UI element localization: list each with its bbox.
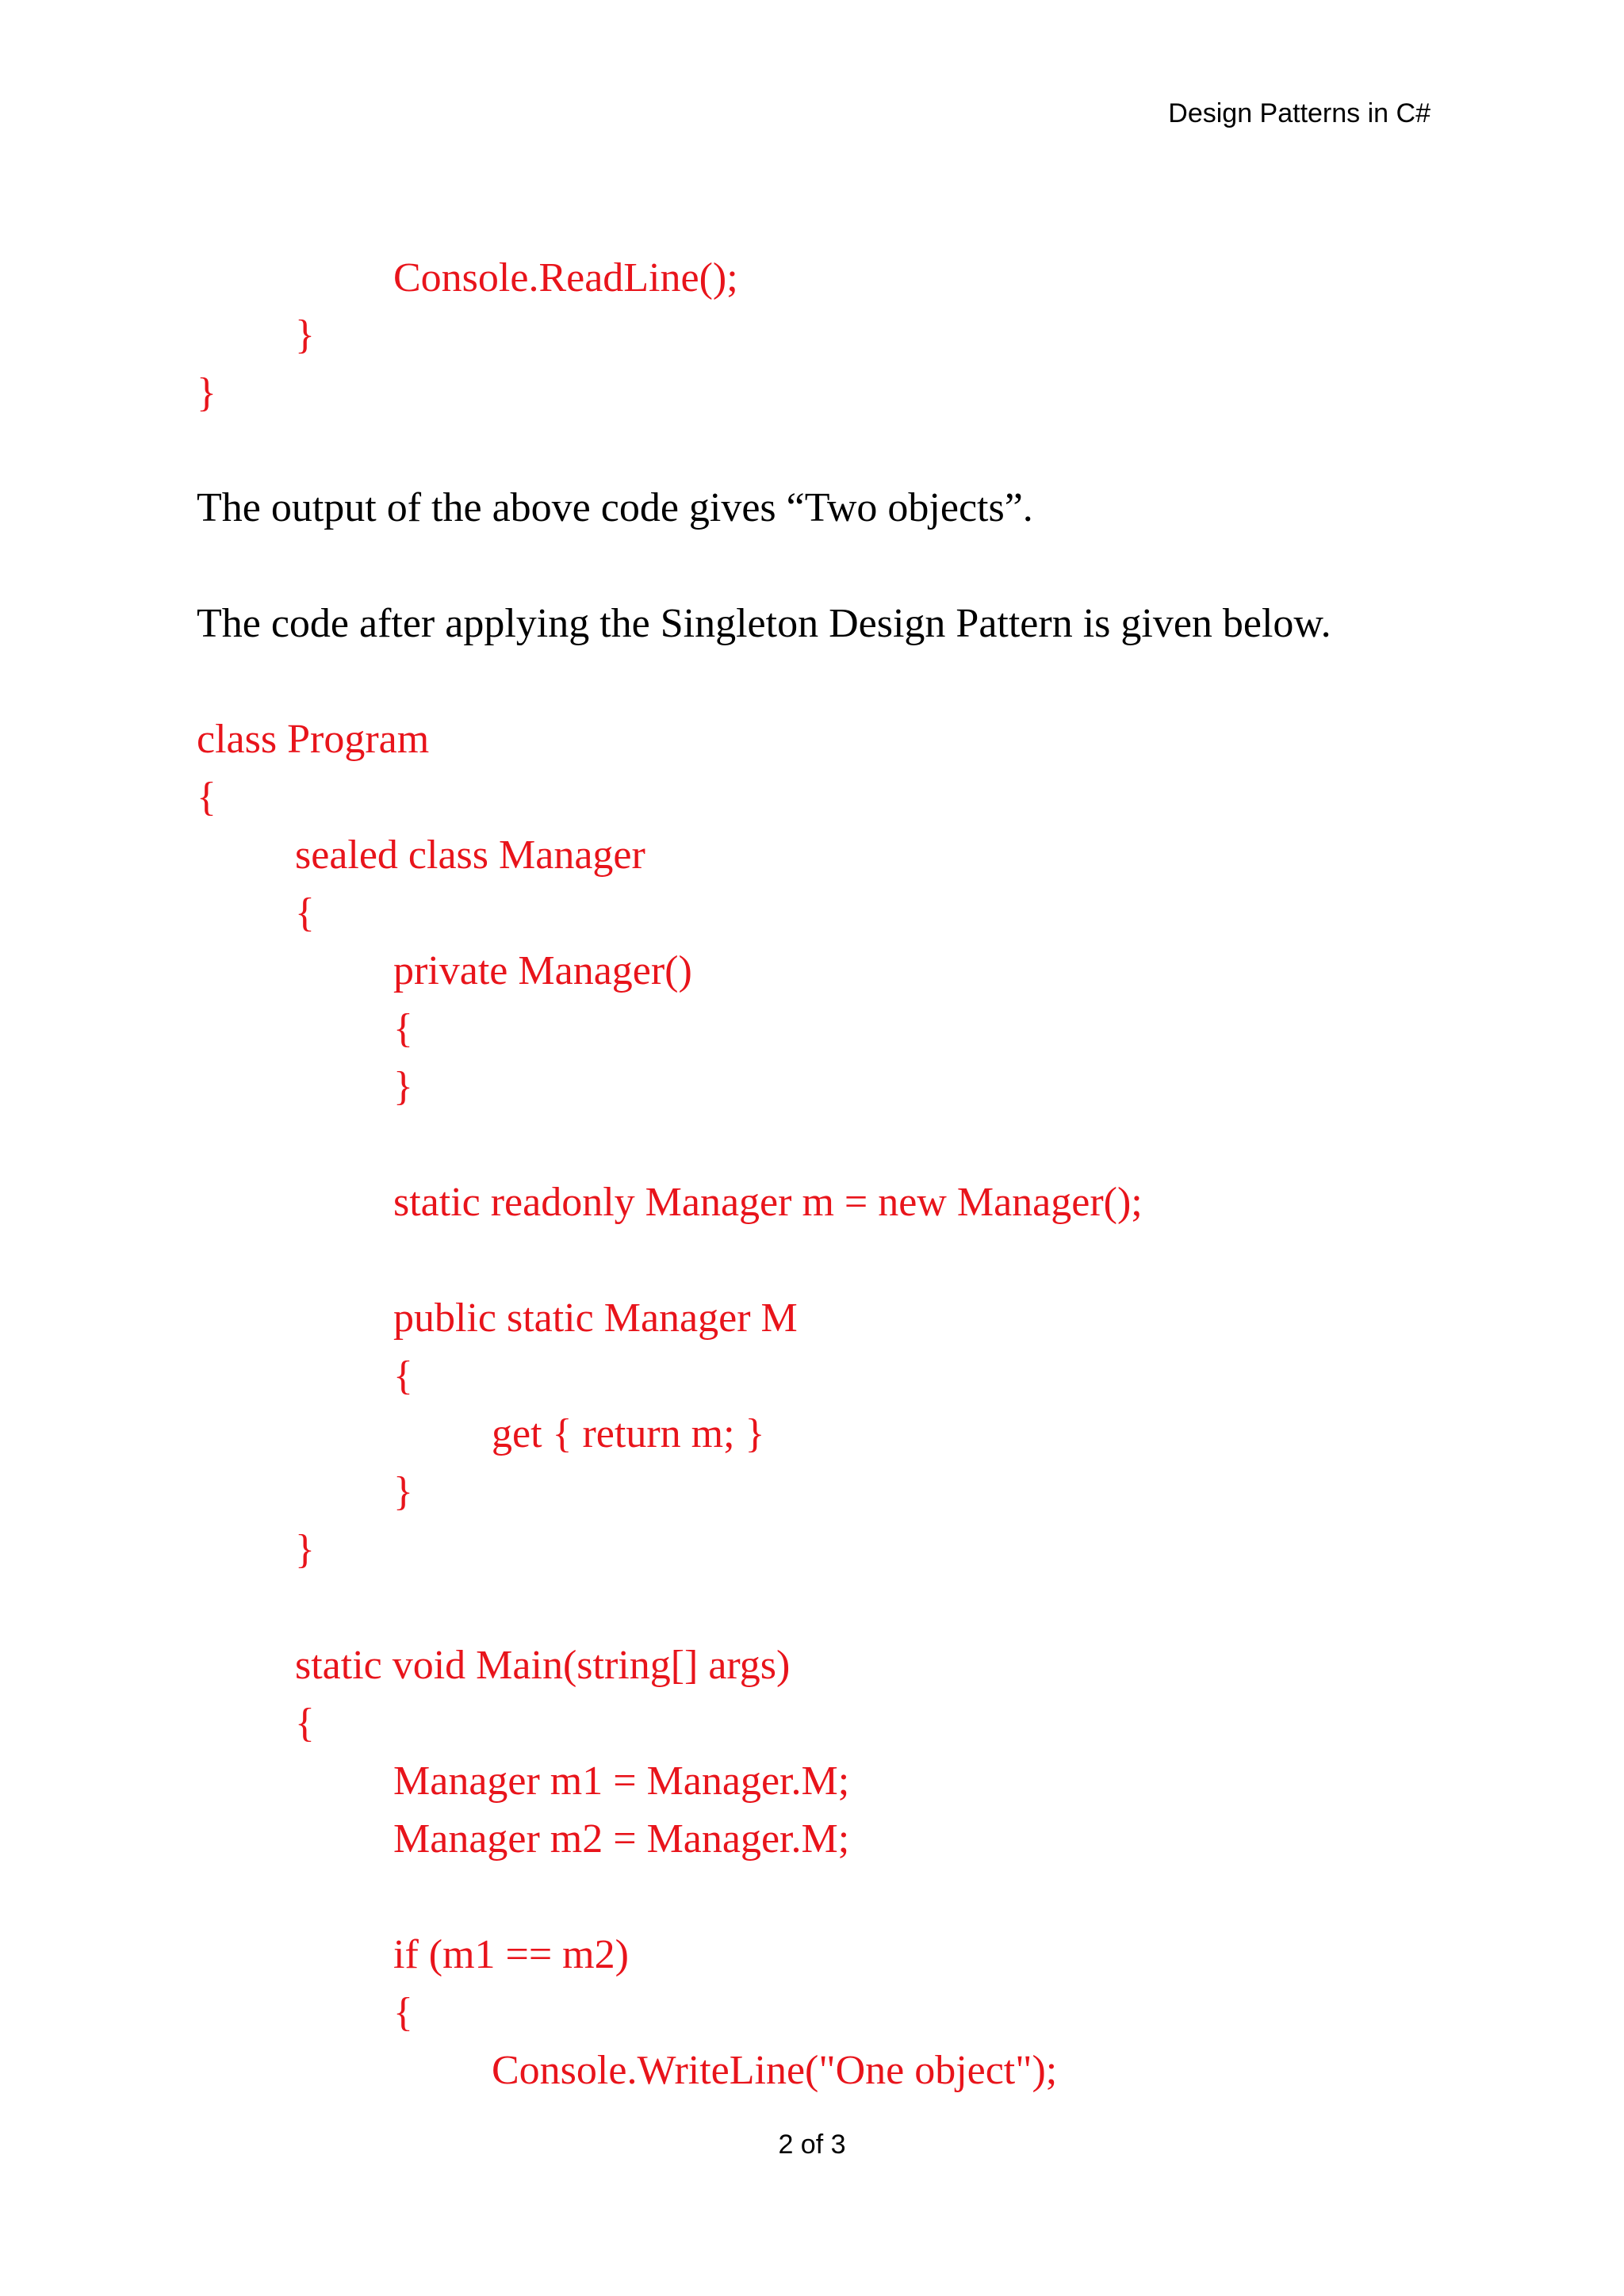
code-line: get { return m; } — [492, 1411, 765, 1456]
code-line: Manager m1 = Manager.M; — [393, 1758, 850, 1804]
code-line: Console.ReadLine(); — [393, 255, 738, 300]
code-line: Console.WriteLine("One object"); — [492, 2048, 1058, 2093]
code-line: { — [197, 775, 216, 820]
code-line: } — [393, 1469, 413, 1514]
code-line: static void Main(string[] args) — [295, 1643, 791, 1688]
paragraph-text: The output of the above code gives “Two objects”. — [197, 485, 1033, 530]
code-line: static readonly Manager m = new Manager(); — [393, 1180, 1143, 1225]
code-line: } — [295, 312, 315, 358]
code-line: class Program — [197, 717, 430, 762]
code-line: } — [393, 1064, 413, 1109]
running-header: Design Patterns in C# — [1168, 98, 1431, 128]
code-line: if (m1 == m2) — [393, 1932, 629, 1977]
paragraph-text: The code after applying the Singleton Design Pattern is given below. — [197, 601, 1331, 646]
code-line: sealed class Manager — [295, 832, 645, 878]
code-line: } — [295, 1527, 315, 1572]
code-line: { — [393, 1353, 413, 1399]
code-line: Manager m2 = Manager.M; — [393, 1816, 850, 1862]
code-line: { — [393, 1990, 413, 2035]
page-number: 2 of 3 — [778, 2130, 846, 2160]
code-line: { — [295, 890, 315, 936]
code-line: private Manager() — [393, 948, 692, 993]
code-line: } — [197, 370, 216, 415]
code-line: public static Manager M — [393, 1295, 798, 1341]
code-line: { — [393, 1006, 413, 1051]
code-line: { — [295, 1701, 315, 1746]
